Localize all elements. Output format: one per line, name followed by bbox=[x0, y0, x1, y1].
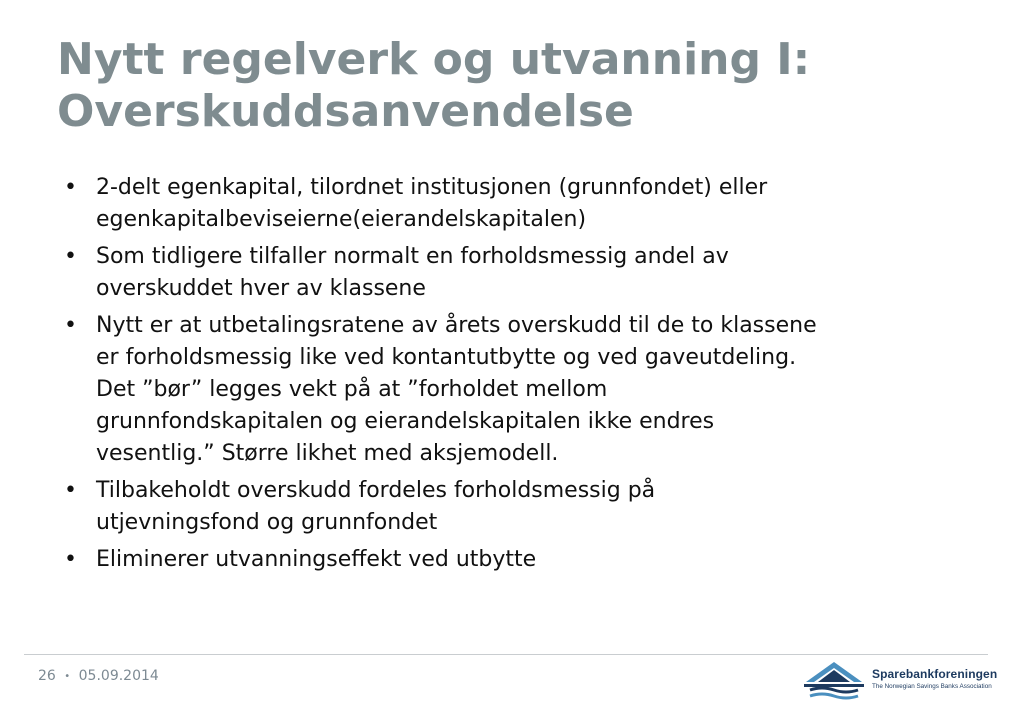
bullet-marker: • bbox=[64, 478, 77, 503]
bullet-item bbox=[64, 241, 984, 305]
bullet-text-line: 2-delt egenkapital, tilordnet institusjonen (grunnfondet) eller bbox=[96, 175, 768, 200]
slide-title-line: Overskuddsanvendelse bbox=[57, 86, 634, 137]
bullet-marker: • bbox=[64, 313, 77, 338]
bullet-item bbox=[64, 475, 984, 539]
logo-tagline: The Norwegian Savings Banks Association bbox=[872, 683, 992, 690]
bullet-marker: • bbox=[64, 244, 77, 269]
bullet-marker: • bbox=[64, 175, 77, 200]
bullet-text-line: er forholdsmessig like ved kontantutbytte og ved gaveutdeling. bbox=[96, 345, 797, 370]
sparebankforeningen-logo bbox=[800, 660, 998, 700]
bullet-text-line: egenkapitalbeviseierne(eierandelskapitalen) bbox=[96, 207, 587, 232]
bullet-item bbox=[64, 310, 984, 470]
bullet-text-line: Eliminerer utvanningseffekt ved utbytte bbox=[96, 547, 537, 572]
bullet-text-line: Det ”bør” legges vekt på at ”forholdet mellom bbox=[96, 377, 608, 402]
sparebank-logo-icon bbox=[800, 660, 868, 700]
bullet-text-line: vesentlig.” Større likhet med aksjemodell. bbox=[96, 441, 559, 466]
bullet-text-line: Som tidligere tilfaller normalt en forholdsmessig andel av bbox=[96, 244, 729, 269]
slide-footer bbox=[38, 668, 159, 684]
logo-name: Sparebankforeningen bbox=[872, 667, 998, 681]
footer-separator: • bbox=[64, 671, 71, 682]
slide-title bbox=[57, 34, 997, 138]
bullet-text-line: grunnfondskapitalen og eierandelskapitalen ikke endres bbox=[96, 409, 715, 434]
bullet-item bbox=[64, 172, 984, 236]
bullet-marker: • bbox=[64, 547, 77, 572]
footer-divider bbox=[24, 654, 988, 655]
footer-date: 05.09.2014 bbox=[78, 668, 159, 684]
bullet-text-line: Nytt er at utbetalingsratene av årets overskudd til de to klassene bbox=[96, 313, 817, 338]
bullet-text-line: Tilbakeholdt overskudd fordeles forholdsmessig på bbox=[96, 478, 656, 503]
page-number: 26 bbox=[38, 668, 56, 684]
bullet-text-line: utjevningsfond og grunnfondet bbox=[96, 510, 438, 535]
bullet-list bbox=[64, 172, 984, 581]
logo-wordmark bbox=[872, 667, 997, 690]
bullet-text-line: overskuddet hver av klassene bbox=[96, 276, 426, 301]
slide-title-line: Nytt regelverk og utvanning I: bbox=[57, 34, 811, 85]
bullet-item bbox=[64, 544, 984, 576]
